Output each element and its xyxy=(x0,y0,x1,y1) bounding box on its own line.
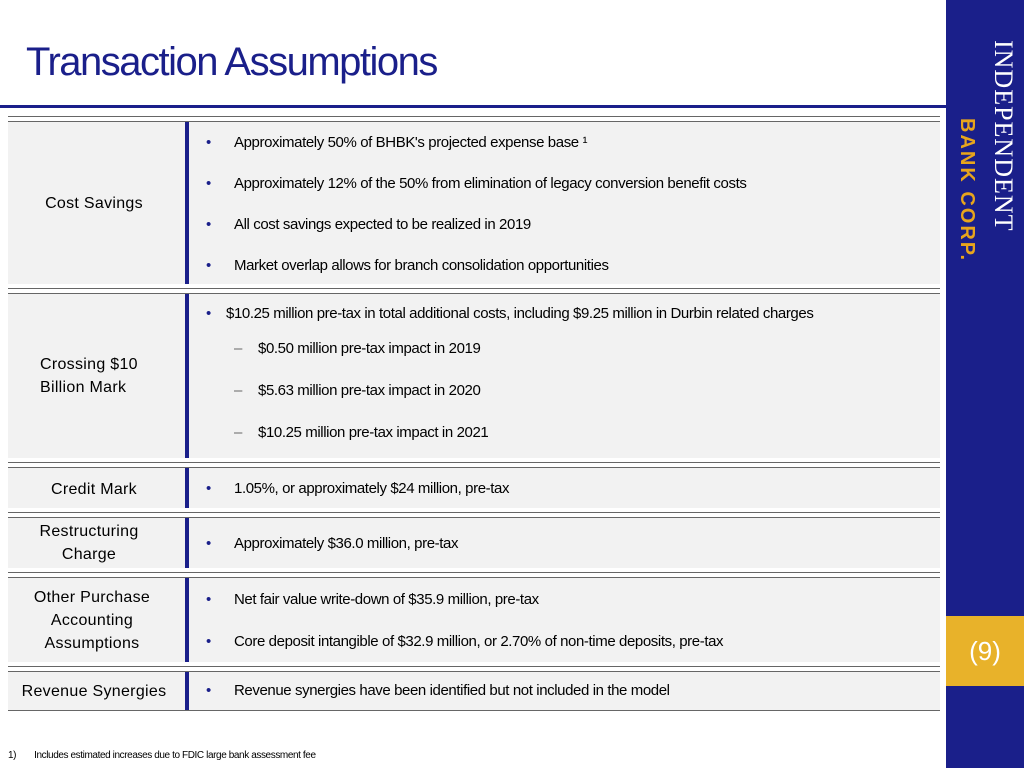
row-label: Revenue Synergies xyxy=(21,682,167,700)
sub-list-item: $10.25 million pre-tax impact in 2021 xyxy=(258,424,489,441)
row-revenue-synergies xyxy=(8,672,940,710)
logo-wordmark: INDEPENDENT xyxy=(989,40,1018,232)
footnote xyxy=(8,750,316,761)
dash-icon: – xyxy=(234,340,243,357)
page-number: (9) xyxy=(969,635,1001,666)
list-item: Core deposit intangible of $32.9 million, or 2.70% of non-time deposits, pre-tax xyxy=(234,633,724,650)
row-accent-bar xyxy=(185,468,189,508)
row-accent-bar xyxy=(185,672,189,710)
bullet-icon: • xyxy=(206,480,212,497)
list-item: Approximately 12% of the 50% from elimination of legacy conversion benefit costs xyxy=(234,175,747,192)
footnote-number: 1) xyxy=(8,750,17,761)
row-label: Restructuring Charge xyxy=(39,523,139,563)
bullet-icon: • xyxy=(206,305,212,322)
bullet-icon: • xyxy=(206,591,212,608)
list-item: Net fair value write-down of $35.9 million, pre-tax xyxy=(234,591,539,608)
footnote-text: Includes estimated increases due to FDIC large bank assessment fee xyxy=(34,750,316,761)
row-accent-bar xyxy=(185,294,189,458)
bullet-icon: • xyxy=(206,175,212,192)
bullet-icon: • xyxy=(206,257,212,274)
row-label: Credit Mark xyxy=(51,481,137,498)
bullet-icon: • xyxy=(206,134,212,151)
logo-subtitle: BANK CORP. xyxy=(956,118,978,263)
bullet-icon: • xyxy=(206,633,212,650)
row-label: Cost Savings xyxy=(45,194,143,212)
row-divider xyxy=(8,710,940,711)
list-item: Approximately $36.0 million, pre-tax xyxy=(234,535,459,552)
dash-icon: – xyxy=(234,424,243,441)
list-item: $10.25 million pre-tax in total additional costs, including $9.25 million in Durbin related charges xyxy=(226,305,814,322)
bullet-icon: • xyxy=(206,535,212,552)
row-restructuring-charge xyxy=(8,518,940,568)
row-divider xyxy=(8,666,940,667)
sub-list-item: $5.63 million pre-tax impact in 2020 xyxy=(258,382,481,399)
row-accent-bar xyxy=(185,578,189,662)
row-divider xyxy=(8,512,940,513)
row-label: Crossing $10 Billion Mark xyxy=(40,356,138,396)
title-rule xyxy=(0,105,946,108)
sub-list-item: $0.50 million pre-tax impact in 2019 xyxy=(258,340,481,357)
bullet-icon: • xyxy=(206,216,212,233)
list-item: Approximately 50% of BHBK's projected expense base ¹ xyxy=(234,134,588,151)
list-item: Market overlap allows for branch consolidation opportunities xyxy=(234,257,609,274)
bullet-icon: • xyxy=(206,682,212,699)
list-item: Revenue synergies have been identified but not included in the model xyxy=(234,682,670,699)
row-divider xyxy=(8,288,940,289)
list-item: 1.05%, or approximately $24 million, pre-tax xyxy=(234,480,510,497)
list-item: All cost savings expected to be realized in 2019 xyxy=(234,216,531,233)
row-accent-bar xyxy=(185,122,189,284)
row-divider xyxy=(8,572,940,573)
row-accent-bar xyxy=(185,518,189,568)
row-label: Other Purchase Accounting Assumptions xyxy=(33,588,151,652)
row-crossing-10-billion xyxy=(8,294,940,458)
row-divider xyxy=(8,116,940,117)
dash-icon: – xyxy=(234,382,243,399)
row-credit-mark xyxy=(8,468,940,508)
row-other-purchase-accounting xyxy=(8,578,940,662)
row-cost-savings xyxy=(8,122,940,284)
row-divider xyxy=(8,462,940,463)
page-title: Transaction Assumptions xyxy=(26,40,437,84)
page-number-badge xyxy=(946,616,1024,686)
